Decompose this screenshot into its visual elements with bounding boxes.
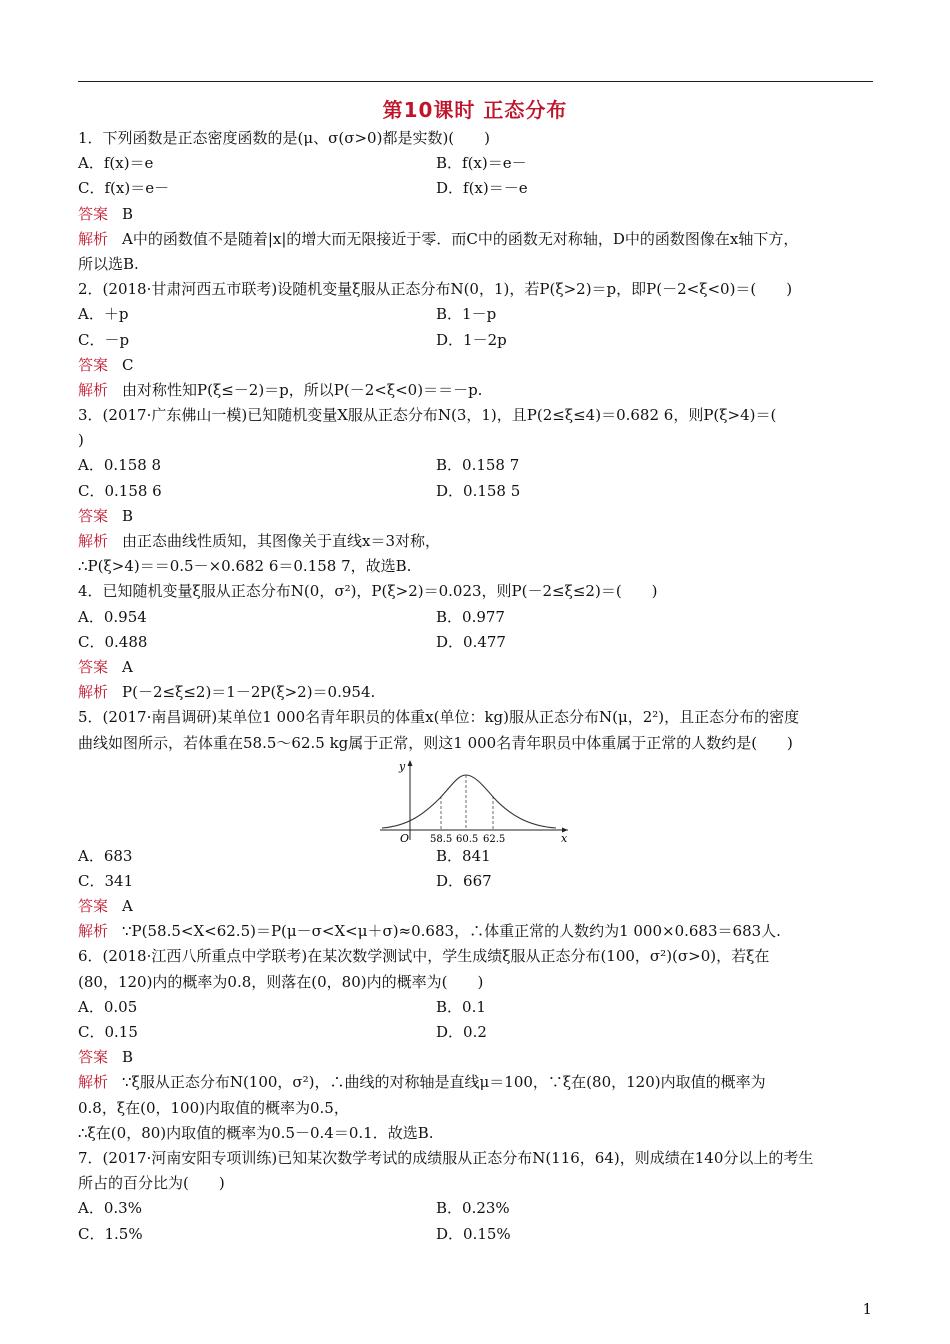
question-7-options-row-1 — [78, 1196, 878, 1221]
option-d: D．0.158 5 — [436, 481, 521, 500]
answer-label: 答案 — [78, 657, 109, 676]
analysis-line — [78, 227, 878, 252]
question-7-stem: 7．(2017·河南安阳专项训练)已知某次数学考试的成绩服从正态分布N(116，64)，则成绩在140分以上的考生 — [78, 1148, 814, 1167]
analysis-text: ∵ξ服从正态分布N(100，σ²)，∴曲线的对称轴是直线μ＝100，∵ξ在(80，120)内取值的概率为 — [122, 1073, 766, 1092]
analysis-label: 解析 — [78, 380, 109, 399]
page-number: 1 — [862, 1300, 872, 1318]
density-curve — [382, 775, 556, 828]
option-d: D．0.15% — [436, 1224, 511, 1243]
question-4-stem: 4．已知随机变量ξ服从正态分布N(0，σ²)，P(ξ>2)＝0.023，则P(－2≤ξ≤2)＝( ) — [78, 582, 658, 601]
question-3-stem: 3．(2017·广东佛山一模)已知随机变量X服从正态分布N(3，1)，且P(2≤ξ≤4)＝0.682 6，则P(ξ>4)＝( — [78, 406, 777, 425]
option-b: B．1－p — [436, 305, 497, 324]
question-5-stem: 曲线如图所示，若体重在58.5～62.5 kg属于正常，则这1 000名青年职员中体重属于正常的人数约是( ) — [78, 733, 793, 752]
answer-value: A — [122, 657, 133, 676]
question-5-options-row-2 — [78, 869, 878, 894]
answer-value: A — [122, 897, 133, 916]
question-4-options-row-2 — [78, 630, 878, 655]
answer-label: 答案 — [78, 204, 109, 223]
question-3-stem: ) — [78, 431, 84, 450]
option-a: A．0.954 — [78, 607, 147, 626]
option-b: B．f(x)＝e－ — [436, 154, 527, 173]
tick-label-60-5: 60.5 — [456, 833, 479, 844]
answer-label: 答案 — [78, 355, 109, 374]
option-b: B．0.1 — [436, 997, 486, 1016]
question-6-stem: (80，120)内的概率为0.8，则落在(0，80)内的概率为( ) — [78, 972, 484, 991]
option-c: C．－p — [78, 330, 130, 349]
option-a: A．683 — [78, 846, 133, 865]
option-c: C．0.488 — [78, 632, 148, 651]
question-3-options-row-2 — [78, 479, 878, 504]
y-axis-arrow — [408, 760, 413, 766]
answer-line — [78, 202, 878, 227]
analysis-line — [78, 529, 878, 554]
answer-value: B — [122, 1048, 134, 1067]
answer-line — [78, 655, 878, 680]
analysis-line: ∴P(ξ>4)＝＝0.5－×0.682 6＝0.158 7，故选B. — [78, 557, 412, 576]
analysis-line — [78, 680, 878, 705]
question-2-options-row-1 — [78, 302, 878, 327]
analysis-line — [78, 919, 878, 944]
analysis-text: ∵P(58.5<X<62.5)＝P(μ－σ<X<μ＋σ)≈0.683，∴体重正常的人数约为1 000×0.683＝683人. — [122, 922, 781, 941]
analysis-label: 解析 — [78, 683, 109, 702]
analysis-line: ∴ξ在(0，80)内取值的概率为0.5－0.4＝0.1．故选B. — [78, 1123, 434, 1142]
option-d: D．0.2 — [436, 1023, 487, 1041]
option-c: C．341 — [78, 871, 134, 890]
analysis-text: 由对称性知P(ξ≤－2)＝p，所以P(－2<ξ<0)＝＝－p. — [122, 380, 483, 399]
answer-value: B — [122, 506, 134, 525]
question-6-options-row-2 — [78, 1020, 878, 1045]
page-title: 第10课时 正态分布 — [382, 98, 568, 122]
question-1-stem: 1．下列函数是正态密度函数的是(μ、σ(σ>0)都是实数)( ) — [78, 129, 490, 147]
header-rule — [78, 81, 873, 82]
question-3-options-row-1 — [78, 453, 878, 478]
option-b: B．0.158 7 — [436, 456, 520, 475]
answer-line — [78, 1045, 878, 1070]
x-axis-label: x — [561, 831, 568, 844]
answer-value: C — [122, 355, 134, 374]
analysis-label: 解析 — [78, 1073, 109, 1092]
option-d: D．f(x)＝－e — [436, 179, 528, 198]
option-a: A．0.05 — [78, 997, 138, 1016]
option-a: A．f(x)＝e — [78, 154, 154, 173]
analysis-text: 由正态曲线性质知，其图像关于直线x＝3对称， — [122, 532, 441, 550]
question-6-options-row-1 — [78, 995, 878, 1020]
answer-label: 答案 — [78, 897, 109, 916]
answer-label: 答案 — [78, 1048, 109, 1067]
option-c: C．0.15 — [78, 1023, 138, 1041]
question-2-stem: 2．(2018·甘肃河西五市联考)设随机变量ξ服从正态分布N(0，1)，若P(ξ>2)＝p，即P(－2<ξ<0)＝( ) — [78, 280, 793, 299]
question-4-options-row-1 — [78, 605, 878, 630]
answer-line — [78, 353, 878, 378]
analysis-line: 0.8，ξ在(0，100)内取值的概率为0.5， — [78, 1098, 349, 1117]
question-7-stem: 所占的百分比为( ) — [78, 1174, 225, 1193]
option-d: D．0.477 — [436, 632, 506, 651]
option-b: B．0.23% — [436, 1199, 510, 1218]
question-5-options-row-1 — [78, 844, 878, 869]
option-d: D．1－2p — [436, 330, 507, 349]
y-axis-label: y — [399, 759, 406, 773]
option-c: C．0.158 6 — [78, 481, 162, 500]
option-a: A．＋p — [78, 305, 129, 324]
analysis-line: 所以选B. — [78, 254, 139, 273]
option-a: A．0.3% — [78, 1199, 142, 1218]
answer-line — [78, 504, 878, 529]
option-c: C．f(x)＝e－ — [78, 179, 170, 198]
answer-line — [78, 894, 878, 919]
option-d: D．667 — [436, 871, 492, 890]
normal-curve-figure — [78, 756, 878, 844]
analysis-text: A中的函数值不是随着|x|的增大而无限接近于零．而C中的函数无对称轴，D中的函数图像在x轴下方， — [122, 229, 799, 248]
answer-label: 答案 — [78, 506, 109, 525]
analysis-line — [78, 378, 878, 403]
answer-value: B — [122, 204, 134, 223]
question-7-options-row-2 — [78, 1222, 878, 1247]
question-1-options-row-1 — [78, 151, 878, 176]
question-1-options-row-2 — [78, 176, 878, 201]
question-5-stem: 5．(2017·南昌调研)某单位1 000名青年职员的体重x(单位：kg)服从正态分布N(μ，2²)，且正态分布的密度 — [78, 708, 800, 727]
option-b: B．841 — [436, 846, 491, 865]
analysis-label: 解析 — [78, 532, 109, 550]
tick-label-58-5: 58.5 — [430, 833, 453, 844]
tick-label-62-5: 62.5 — [483, 833, 506, 844]
analysis-line — [78, 1070, 878, 1095]
analysis-label: 解析 — [78, 229, 109, 248]
question-list — [78, 126, 878, 1247]
option-b: B．0.977 — [436, 607, 505, 626]
analysis-text: P(－2≤ξ≤2)＝1－2P(ξ>2)＝0.954. — [122, 683, 376, 702]
origin-label: O — [400, 831, 410, 844]
option-a: A．0.158 8 — [78, 456, 162, 475]
normal-curve-svg — [378, 758, 578, 844]
question-2-options-row-2 — [78, 328, 878, 353]
question-6-stem: 6．(2018·江西八所重点中学联考)在某次数学测试中，学生成绩ξ服从正态分布(100，σ²)(σ>0)，若ξ在 — [78, 947, 770, 966]
option-c: C．1.5% — [78, 1224, 143, 1243]
analysis-label: 解析 — [78, 922, 109, 941]
